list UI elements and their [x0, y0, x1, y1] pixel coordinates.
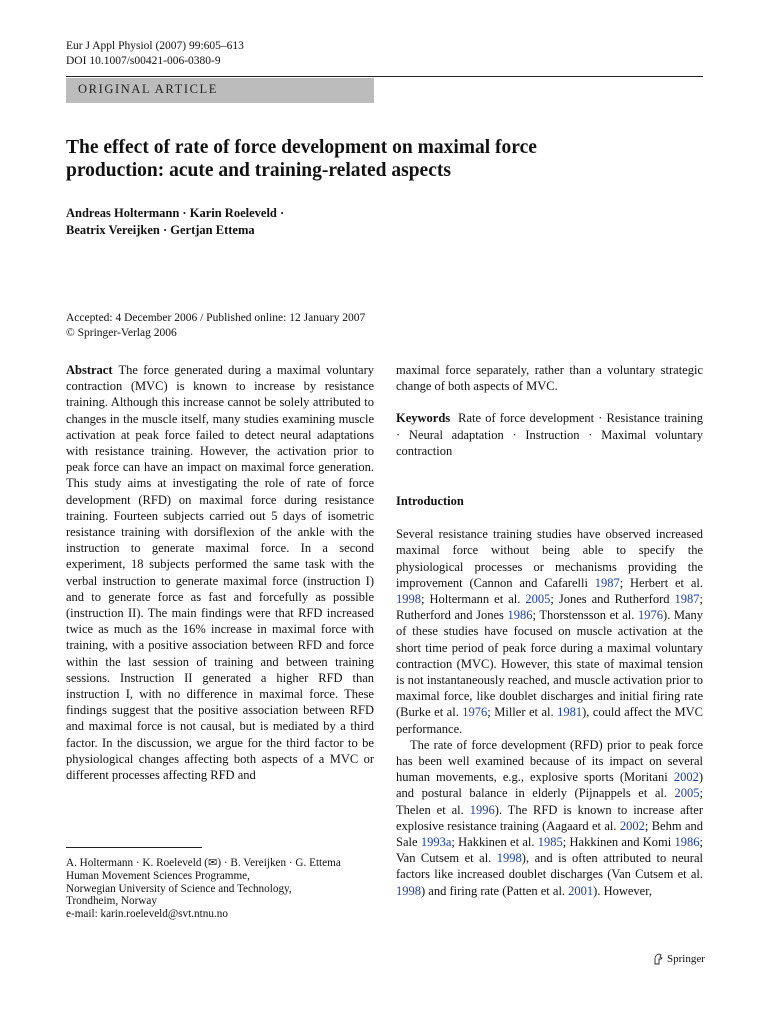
affiliation-authors: A. Holtermann · K. Roeleveld (✉) · B. Vereijken · G. Ettema — [66, 857, 341, 869]
intro-text: ; Jones and Rutherford — [550, 592, 675, 607]
title-line-2: production: acute and training-related aspects — [66, 160, 451, 181]
citation-link[interactable]: 1986 — [674, 835, 700, 850]
intro-text: Several resistance training studies have observed increased maximal force without being able to specify the physiological processes or mechanisms providing the improvement (Cannon and Cafarelli — [396, 527, 703, 590]
authors-line-1: Andreas Holtermann · Karin Roeleveld · — [66, 206, 285, 220]
citation-link[interactable]: 1998 — [396, 592, 421, 607]
intro-text: The rate of force development (RFD) prior to peak force has been well examined because of its impact on several human movements, e.g., explosive sports (Moritani — [396, 737, 703, 785]
intro-paragraph-1 — [396, 526, 703, 737]
publication-dates — [66, 311, 365, 341]
publisher-name: Springer — [667, 953, 705, 965]
springer-horse-icon — [652, 953, 664, 965]
left-column — [66, 362, 374, 783]
article-title — [66, 136, 706, 182]
right-column — [396, 362, 703, 899]
citation-link[interactable]: 2002 — [673, 770, 699, 785]
abstract — [66, 362, 374, 783]
intro-text: ; Thorstensson et al. — [532, 608, 638, 623]
introduction-heading: Introduction — [396, 494, 464, 509]
intro-text: ). Many of these studies have focused on muscle activation at the short time period of peak force during a maximal voluntary contraction (MVC). However, this state of maximal tension is not instantaneously reached, and muscle activation prior to maximal force, like doublet discharges and initial firing rate (Burke et al. — [396, 608, 704, 720]
journal-header — [66, 39, 244, 69]
footnote-rule — [66, 847, 202, 848]
affiliation-email: e-mail: karin.roeleveld@svt.ntnu.no — [66, 908, 228, 921]
authors-line-2: Beatrix Vereijken · Gertjan Ettema — [66, 223, 255, 237]
intro-text: ; Rutherford and Jones — [396, 592, 703, 623]
intro-text: ). The RFD is known to increase after explosive resistance training (Aagaard et al. — [396, 802, 703, 833]
citation-link[interactable]: 1998 — [396, 883, 421, 898]
journal-citation: Eur J Appl Physiol (2007) 99:605–613 — [66, 40, 244, 52]
citation-link[interactable]: 1993a — [420, 835, 452, 850]
intro-text: ; Herbert et al. — [619, 575, 703, 590]
doi: DOI 10.1007/s00421-006-0380-9 — [66, 55, 221, 67]
intro-text: ; Thelen et al. — [396, 786, 703, 817]
publisher-logo — [652, 953, 705, 965]
citation-link[interactable]: 2005 — [674, 786, 700, 801]
title-line-1: The effect of rate of force development on maximal force — [66, 137, 537, 158]
intro-text: ; Holtermann et al. — [421, 592, 526, 607]
citation-link[interactable]: 1986 — [507, 608, 533, 623]
dates-line: Accepted: 4 December 2006 / Published online: 12 January 2007 — [66, 312, 366, 324]
intro-text: ) and firing rate (Patten et al. — [421, 883, 569, 898]
citation-link[interactable]: 2005 — [525, 592, 551, 607]
intro-text: ; Van Cutsem et al. — [396, 835, 703, 866]
affiliation-city: Trondheim, Norway — [66, 895, 157, 908]
intro-text: ; Miller et al. — [487, 705, 558, 720]
affiliation-university: Norwegian University of Science and Technology, — [66, 882, 292, 895]
copyright-line: © Springer-Verlag 2006 — [66, 327, 177, 339]
article-type-label: ORIGINAL ARTICLE — [78, 82, 218, 96]
citation-link[interactable]: 1976 — [637, 608, 663, 623]
citation-link[interactable]: 2002 — [619, 818, 645, 833]
citation-link[interactable]: 1981 — [557, 705, 583, 720]
abstract-label: Abstract — [66, 363, 113, 377]
abstract-continuation: maximal force separately, rather than a voluntary strategic change of both aspects of MVC. — [396, 363, 703, 394]
author-affiliation — [66, 857, 341, 921]
header-rule — [66, 76, 703, 77]
intro-text: ; Hakkinen et al. — [451, 835, 538, 850]
intro-text: ), and is often attributed to neural factors like increased doublet discharges (Van Cutsem et al. — [396, 851, 703, 882]
intro-paragraph-2 — [396, 737, 703, 899]
abstract-text: The force generated during a maximal voluntary contraction (MVC) is known to increase by resistance training. Although this increase cannot be solely attributed to changes in the muscle itself, many studies examining muscle activation at peak force failed to detect neural adaptations with resistance training. However, the activation prior to peak force can have an impact on maximal force generation. This study aims at investigating the role of rate of force development (RFD) on maximal force during resistance training. Fourteen subjects carried out 5 days of isometric resistance training with dorsiflexion of the ankle with the instruction to generate maximal force. In a second experiment, 18 subjects performed the same task with the verbal instruction to generate maximal force (instruction I) and to generate force as fast and forcefully as possible (instruction II). The main findings were that RFD increased twice as much as the 16% increase in maximal force with training, with a positive association between RFD and force within the last session of training and between training sessions. Instruction II generated a higher RFD than instruction I, with no difference in maximal force. These findings suggest that the positive association between RFD and maximal force is not causal, but is mediated by a third factor. In the discussion, we argue for the third factor to be physiological changes affecting both aspects of a MVC or different processes affecting RFD and — [66, 363, 374, 783]
citation-link[interactable]: 1996 — [469, 802, 495, 817]
affiliation-programme: Human Movement Sciences Programme, — [66, 869, 250, 882]
citation-link[interactable]: 2001 — [568, 883, 594, 898]
citation-link[interactable]: 1976 — [462, 705, 488, 720]
intro-text: ; Hakkinen and Komi — [562, 835, 675, 850]
keywords-text: Rate of force development · Resistance training · Neural adaptation · Instruction · Maximal voluntary contraction — [396, 411, 703, 458]
intro-text: ), could affect the MVC performance. — [396, 705, 703, 736]
intro-text: ) and postural balance in elderly (Pijnappels et al. — [396, 770, 703, 801]
citation-link[interactable]: 1998 — [496, 851, 522, 866]
intro-text: ). However, — [593, 883, 653, 898]
intro-text: ; Behm and Sale — [396, 818, 703, 850]
citation-link[interactable]: 1985 — [537, 835, 563, 850]
citation-link[interactable]: 1987 — [674, 592, 700, 607]
citation-link[interactable]: 1987 — [594, 575, 620, 590]
keywords — [396, 410, 703, 459]
author-list — [66, 205, 284, 239]
keywords-label: Keywords — [396, 411, 451, 426]
article-type-banner — [66, 78, 374, 103]
